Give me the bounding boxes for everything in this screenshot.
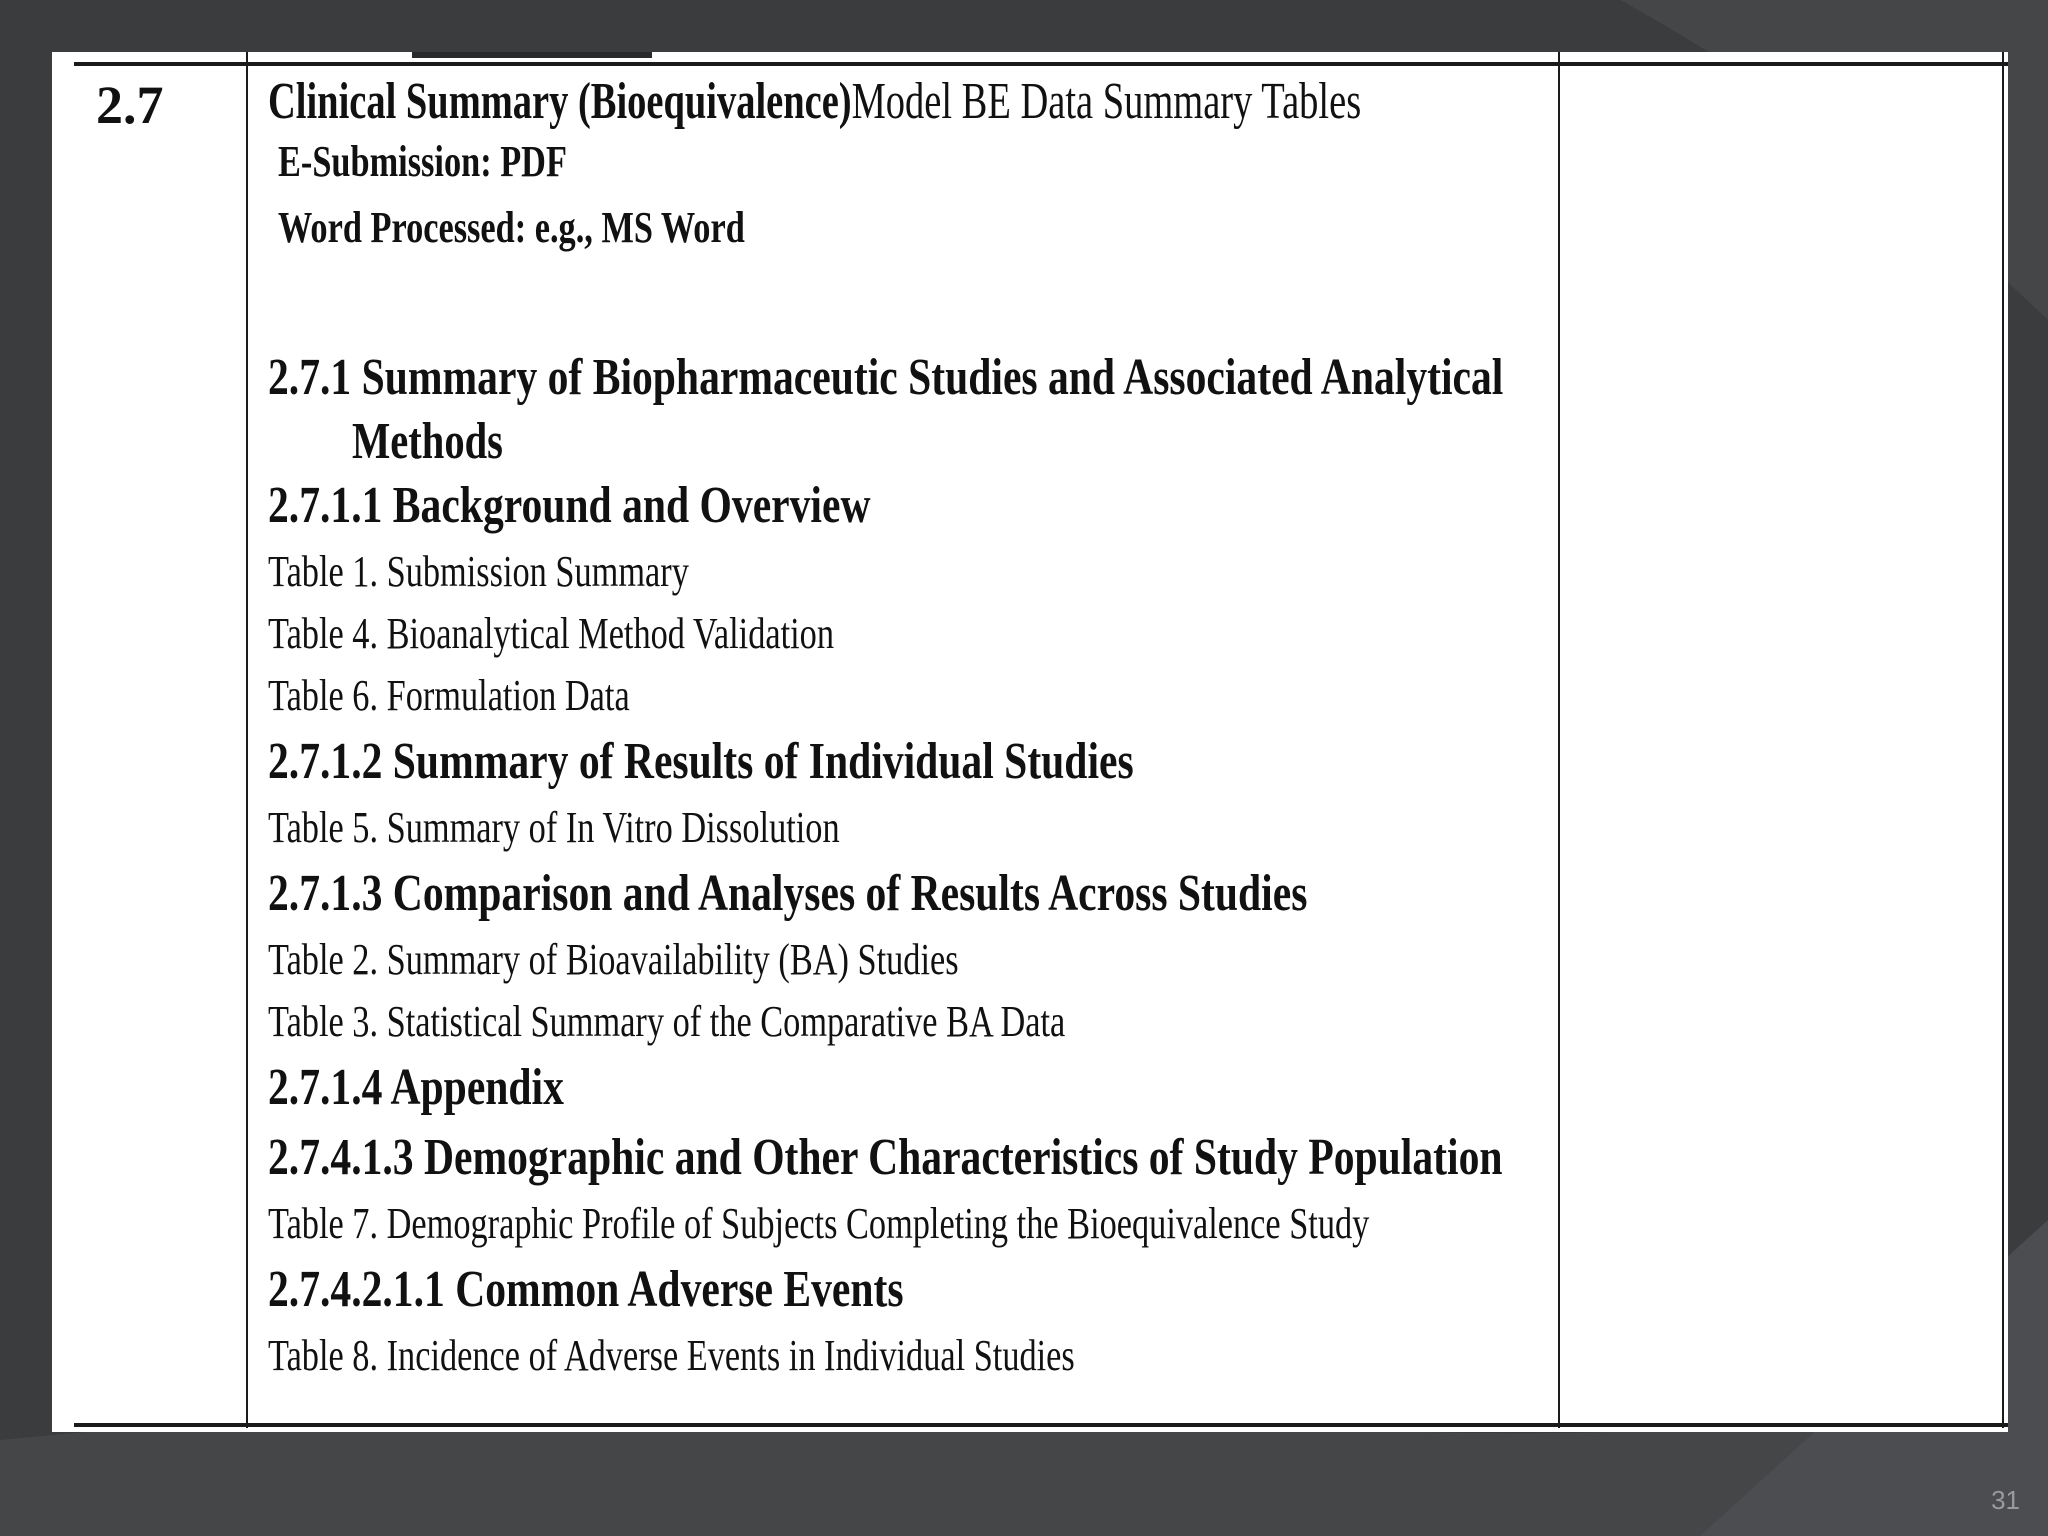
section-title	[268, 73, 1362, 140]
heading-2-7-1-2: 2.7.1.2 Summary of Results of Individual Studies	[268, 733, 1134, 790]
heading-2-7-4-1-3: 2.7.4.1.3 Demographic and Other Characteristics of Study Population	[268, 1129, 1503, 1186]
heading-2-7-1-4: 2.7.1.4 Appendix	[268, 1059, 564, 1116]
section-content	[268, 73, 1578, 1396]
heading-2-7-1-3: 2.7.1.3 Comparison and Analyses of Results Across Studies	[268, 865, 1308, 922]
heading-2-7-1-1: 2.7.1.1 Background and Overview	[268, 477, 871, 534]
table-top-border	[74, 62, 2008, 66]
section-title-normal: Model BE Data Summary Tables	[851, 73, 1362, 130]
previous-row-fragment	[412, 52, 652, 58]
table-item-5: Table 5. Summary of In Vitro Dissolution	[268, 803, 840, 852]
section-title-bold: Clinical Summary (Bioequivalence)	[268, 73, 852, 130]
table-item-1: Table 1. Submission Summary	[268, 547, 689, 596]
table-right-border	[2002, 52, 2004, 1428]
slide-page-number: 31	[1991, 1485, 2020, 1515]
column-divider-left	[246, 52, 248, 1428]
word-processed-format: Word Processed: e.g., MS Word	[278, 203, 745, 252]
heading-2-7-1: 2.7.1 Summary of Biopharmaceutic Studies and Associated Analytical	[268, 349, 1504, 406]
heading-2-7-1-continued: Methods	[352, 413, 503, 470]
table-bottom-border	[74, 1423, 2008, 1427]
table-item-3: Table 3. Statistical Summary of the Comparative BA Data	[268, 997, 1066, 1046]
section-number: 2.7	[96, 75, 164, 135]
heading-2-7-4-2-1-1: 2.7.4.2.1.1 Common Adverse Events	[268, 1261, 904, 1318]
table-item-7: Table 7. Demographic Profile of Subjects Completing the Bioequivalence Study	[268, 1199, 1370, 1248]
table-item-4: Table 4. Bioanalytical Method Validation	[268, 609, 834, 658]
esubmission-format: E-Submission: PDF	[278, 137, 567, 186]
table-item-8: Table 8. Incidence of Adverse Events in Individual Studies	[268, 1331, 1075, 1380]
table-item-6: Table 6. Formulation Data	[268, 671, 630, 720]
table-item-2: Table 2. Summary of Bioavailability (BA) Studies	[268, 935, 959, 984]
document-table	[52, 52, 2008, 1432]
